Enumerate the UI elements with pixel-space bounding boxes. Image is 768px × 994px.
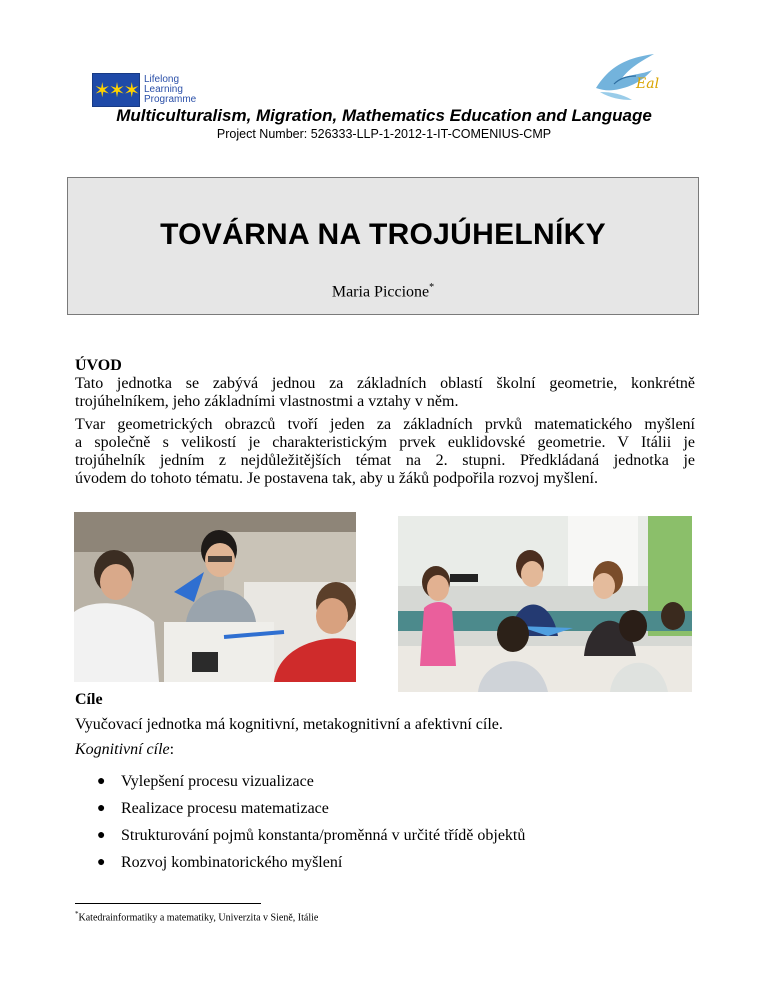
llp-logo-line-3: Programme	[144, 94, 197, 105]
eal-logo-text: Eal	[636, 76, 660, 92]
footnote-mark: *	[75, 910, 79, 918]
list-item	[97, 822, 525, 849]
author-line	[68, 282, 698, 301]
cognitive-goals-list	[97, 768, 525, 876]
lifelong-learning-programme-logo	[92, 72, 212, 108]
classroom-photo-students-with-triangles	[74, 512, 356, 682]
list-item	[97, 849, 525, 876]
swallow-bird-icon	[592, 48, 662, 108]
bullet-icon: ●	[97, 827, 106, 843]
project-title: Multiculturalism, Migration, Mathematics Education and Language	[116, 106, 652, 125]
goal-item-text: Vylepšení procesu vizualizace	[121, 772, 314, 790]
goal-item-text: Strukturování pojmů konstanta/proměnná v určité třídě objektů	[121, 826, 526, 844]
goal-item-text: Realizace procesu matematizace	[121, 799, 329, 817]
bullet-icon: ●	[97, 800, 106, 816]
llp-logo-line-2: Learning	[144, 84, 183, 95]
intro-paragraph-1	[75, 375, 695, 411]
intro-p1-line-2: trojúhelníkem, jeho základními vlastnostmi a vztahy v něm.	[75, 393, 459, 410]
goals-intro: Vyučovací jednotka má kognitivní, metakognitivní a afektivní cíle.	[75, 716, 503, 733]
intro-heading: ÚVOD	[75, 357, 122, 374]
cognitive-goals-label-text: Kognitivní cíle	[75, 741, 170, 758]
eu-flag-icon: ✶✶✶	[92, 73, 140, 107]
classroom-photo-teacher-and-students	[398, 516, 692, 692]
list-item	[97, 768, 525, 795]
intro-p2-line-2: a společně s velikostí je charakteristickým prvek euklidovské geometrie. V Itálii je	[75, 434, 695, 451]
intro-p2-line-3: trojúhelník jedním z nejdůležitějších témat na 2. stupni. Předkládaná jednotka je	[75, 452, 695, 469]
intro-p2-line-1: Tvar geometrických obrazců tvoří jeden za základních prvků matematického myšlení	[75, 416, 695, 433]
llp-logo-line-1: Lifelong	[144, 74, 180, 85]
bullet-icon: ●	[97, 773, 106, 789]
intro-p1-line-1: Tato jednotka se zabývá jednou za základních oblastí školní geometrie, konkrétně	[75, 375, 695, 392]
project-number: Project Number: 526333-LLP-1-2012-1-IT-COMENIUS-CMP	[216, 127, 552, 141]
document-title: TOVÁRNA NA TROJÚHELNÍKY	[160, 218, 606, 251]
intro-paragraph-2	[75, 416, 695, 488]
bullet-icon: ●	[97, 854, 106, 870]
goals-heading: Cíle	[75, 691, 103, 708]
footnote-text: Katedrainformatiky a matematiky, Univerzita v Sieně, Itálie	[78, 912, 319, 924]
eal-logo	[592, 48, 662, 108]
cognitive-goals-label	[75, 741, 174, 759]
list-item	[97, 795, 525, 822]
title-box	[67, 177, 699, 315]
intro-p2-line-4: úvodem do tohoto tématu. Je postavena tak, aby u žáků podpořila rozvoj myšlení.	[75, 470, 598, 487]
cognitive-goals-colon: :	[169, 741, 175, 758]
footnote-separator	[75, 903, 261, 904]
author-footnote-mark: *	[429, 282, 435, 293]
footnote	[75, 910, 318, 923]
goal-item-text: Rozvoj kombinatorického myšlení	[121, 853, 343, 871]
author-name: Maria Piccione	[331, 283, 430, 301]
